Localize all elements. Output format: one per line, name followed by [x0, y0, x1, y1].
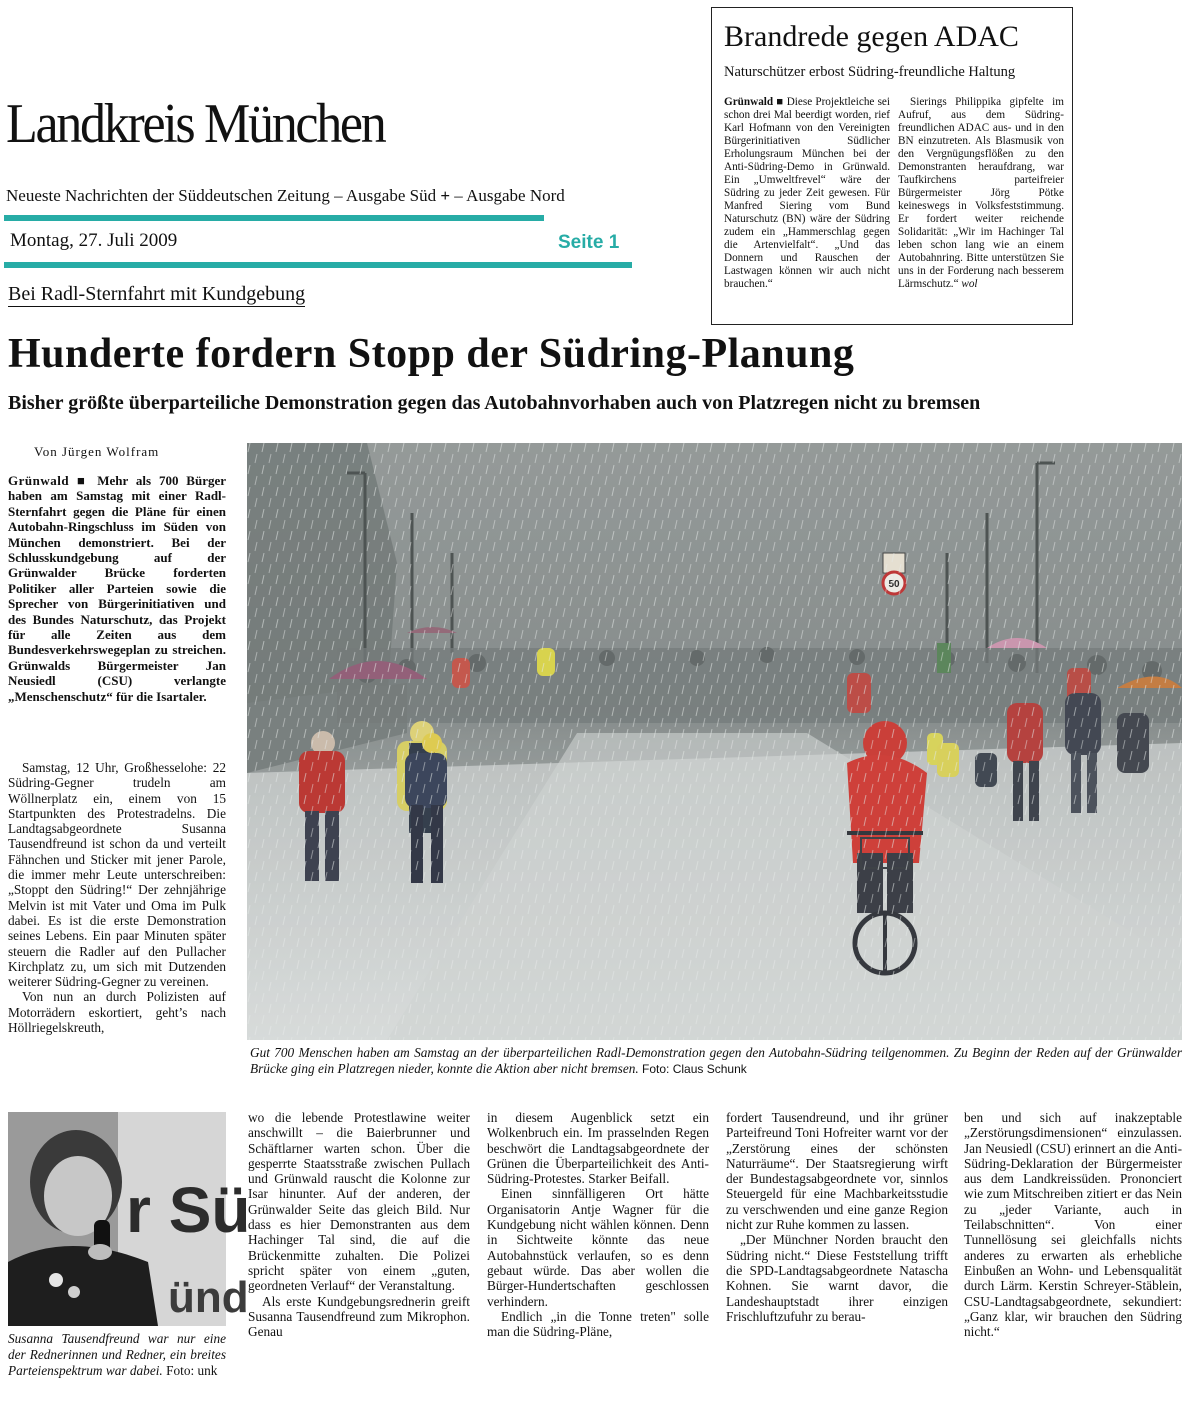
subline-edition-north: – Ausgabe Nord — [454, 186, 565, 205]
speaker-portrait-illustration — [8, 1112, 251, 1326]
article-lead — [8, 473, 226, 704]
body-column-3 — [487, 1110, 709, 1339]
masthead-title: Landkreis München — [6, 93, 385, 155]
body-column-4 — [726, 1110, 948, 1324]
bullet-square-icon: ■ — [776, 96, 784, 108]
sidebar-dateline: Grünwald — [724, 96, 774, 108]
subline-edition-south: Neueste Nachrichten der Süddeutschen Zeitung – Ausgabe Süd — [6, 186, 437, 205]
article-dateline: Grünwald — [8, 473, 70, 488]
caption-text: Gut 700 Menschen haben am Samstag an der überparteilichen Radl-Demonstration gegen den Autobahn-Südring teilgenommen. Zu Beginn der Reden auf der Grünwalder Brücke ging ein Platzregen nieder, konnte die Aktion aber nicht bremsen. — [250, 1045, 1182, 1076]
paragraph: Von nun an durch Polizisten auf Motorrädern eskortiert, geht’s nach Höllriegelskreuth, — [8, 989, 226, 1036]
paragraph: Als erste Kundgebungsrednerin greift Susanna Tausendfreund zum Mikrophon. Genau — [248, 1293, 470, 1340]
portrait-photo — [8, 1112, 251, 1326]
photo-caption — [250, 1045, 1182, 1077]
article-deck: Bisher größte überparteiliche Demonstration gegen das Autobahnvorhaben auch von Platzregen nicht zu bremsen — [8, 392, 981, 414]
body-column-2 — [248, 1110, 470, 1339]
article-byline: Von Jürgen Wolfram — [34, 444, 160, 459]
paragraph: in diesem Augenblick setzt ein Wolkenbruch ein. Im prasselnden Regen beschwört die Landtagsabgeordnete der Grünen die Überparteilichkeit des Anti-Südring-Protestes. Starker Beifall. — [487, 1110, 709, 1187]
paragraph: wo die lebende Protestlawine weiter anschwillt – die Baierbrunner und Schäftlarner warten schon. Über die gesperrte Staatsstraße zwischen Pullach und Grünwald rauscht die Kolonne zur Isar hinunter. Auf der anderen, der Grünwalder Seite das gleich Bild. Nur dass es hier Demonstranten aus dem Hachinger Tal sind, die auf die Brückenmitte zuhalten. Die Polizei spricht später von einem „guten, geordneten Verlauf“ der Veranstaltung. — [248, 1110, 470, 1294]
paragraph: „Der Münchner Norden braucht den Südring nicht.“ Diese Feststellung trifft die SPD-Landtagsabgeordnete Natascha Kohnen. Sie warnt davor, die Landeshauptstadt ihrer einzigen Frischluftzufuhr zu berau- — [726, 1232, 948, 1324]
lead-text: Mehr als 700 Bürger haben am Samstag mit einer Radl-Sternfahrt gegen die Pläne für einen Autobahn-Ringschluss im Süden von München demonstriert. Bei der Schlusskundgebung auf der Grünwalder Brücke forderten Politiker aller Parteien sowie die Sprecher von Bürgerinitiativen und des Bundes Naturschutz, das Projekt für alle Zeiten aus dem Bundesverkehrswegeplan zu streichen. Grünwalds Bürgermeister Jan Neusiedl (CSU) verlangte „Menschenschutz“ für die Isartaler. — [8, 473, 227, 704]
bullet-square-icon: ■ — [76, 473, 90, 488]
masthead-subline — [6, 186, 565, 206]
page-number: Seite 1 — [558, 232, 620, 253]
accent-rule-bottom — [4, 262, 632, 268]
portrait-credit: Foto: unk — [166, 1363, 218, 1378]
paragraph: Endlich „in die Tonne treten" solle man die Südring-Pläne, — [487, 1308, 709, 1340]
photo-credit: Foto: Claus Schunk — [642, 1062, 747, 1076]
issue-date: Montag, 27. Juli 2009 — [10, 230, 178, 251]
portrait-caption — [8, 1331, 226, 1379]
sidebar-subtitle: Naturschützer erbost Südring-freundliche Haltung — [724, 64, 1016, 80]
paragraph: ben und sich auf inakzeptable „Zerstörungsdimensionen“ einzulassen. Jan Neusiedl (CSU) erinnert an die Anti-Südring-Deklaration der Bürgermeister aus dem Landkreissüden. Prononciert wie zum Mitschreiben zitiert er das Nein zu „jeder Variante, auch in Teilabschnitten“. Von einer Tunnellösung sei gleichfalls nichts anderes zu erwarten als erhebliche Einbußen an Wohn- und Lebensqualität durch Lärm. Kerstin Schreyer-Stäblein, CSU-Landtagsabgeordnete, sekundiert: „Ganz klar, wir brauchen den Südring nicht.“ — [964, 1110, 1182, 1340]
main-photo — [247, 443, 1182, 1040]
rain-demonstration-illustration — [247, 443, 1182, 1040]
banner-lettering-2: ünd — [168, 1273, 249, 1322]
sidebar-title: Brandrede gegen ADAC — [724, 20, 1019, 53]
accent-rule-top — [4, 215, 544, 221]
plus-icon: + — [440, 186, 451, 205]
sidebar-text-2: Sierings Philippika gipfelte im Aufruf, aus dem Südring-freundlichen ADAC aus- und in den BN einzutreten. Als Blasmusik von den Vergnügungsflößen zu den Demonstranten heraufdrang, war Taufkirchens parteifreier Bürgermeister Jörg Pötke keineswegs in Volksfeststimmung. Er fordert weiter reichende Solidarität: „Wir im Hachinger Tal leben schon lang wie an einem Autobahnring. Bitte unterstützen Sie uns in der Forderung nach besserem Lärmschutz.“ — [898, 96, 1064, 290]
sidebar-column-1 — [724, 96, 890, 291]
sidebar-box — [711, 7, 1073, 325]
sidebar-text-1: Diese Projektleiche sei schon drei Mal beerdigt worden, rief Karl Hofmann von den Vereinigten Bürgerinitiativen Südlicher Erholungsraum München bei der Anti-Südring-Demo in Grünwald. Ein „Umweltfrevel“ wäre der Südring zu jeder Zeit gewesen. Für Manfred Siering vom Bund Naturschutz (BN) wäre der Südring zudem ein „Hammerschlag gegen die Artenvielfalt“. „Und das Donnern und Rauschen der Lastwagen können wir auch nicht brauchen.“ — [724, 96, 890, 290]
article-kicker: Bei Radl-Sternfahrt mit Kundgebung — [8, 283, 306, 305]
paragraph: Samstag, 12 Uhr, Großhesselohe: 22 Südring-Gegner trudeln am Wöllnerplatz ein, einem von 15 Startpunkten des Protestradelns. Die Landtagsabgeordnete Susanna Tausendfreund ist schon da und verteilt Fähnchen und Sticker mit jener Parole, die immer mehr Leute unterschreiben: „Stoppt den Südring!“ Der zehnjährige Melvin ist mit Vater und Oma im Pulk dabei. Es ist die erste Demonstration seines Lebens. Ein paar Minuten später steuern die Radler auf den Pullacher Kirchplatz zu, um sich mit Dutzenden weiterer Südring-Gegner zu vereinen. — [8, 760, 226, 990]
article-headline: Hunderte fordern Stopp der Südring-Planung — [8, 331, 855, 377]
body-column-1 — [8, 760, 226, 1035]
banner-lettering: r Sü — [126, 1174, 251, 1246]
portrait-caption-text: Susanna Tausendfreund war nur eine der Rednerinnen und Redner, ein breites Parteienspektrum war dabei. — [8, 1331, 226, 1378]
paragraph: fordert Tausendreund, und ihr grüner Parteifreund Toni Hofreiter warnt vor der „Zerstörung eines der schönsten Naturräume“. Der Staatsregierung wirft der Bundestagsabgeordnete vor, sinnlos Steuergeld für eine Machbarkeitsstudie zu verschwenden und eine ganze Region nicht zur Ruhe kommen zu lassen. — [726, 1110, 948, 1233]
paragraph: Einen sinnfälligeren Ort hätte Organisatorin Antje Wagner für die Kundgebung nicht wählen können. Denn in Sichtweite könnte das neue Autobahnstück verlaufen, so es denn gebaut würde. Das aber wollen die Bürger-Hundertschaften geschlossen verhindern. — [487, 1186, 709, 1309]
body-column-5 — [964, 1110, 1182, 1339]
sidebar-column-2 — [898, 96, 1064, 291]
sidebar-author: wol — [961, 278, 978, 290]
